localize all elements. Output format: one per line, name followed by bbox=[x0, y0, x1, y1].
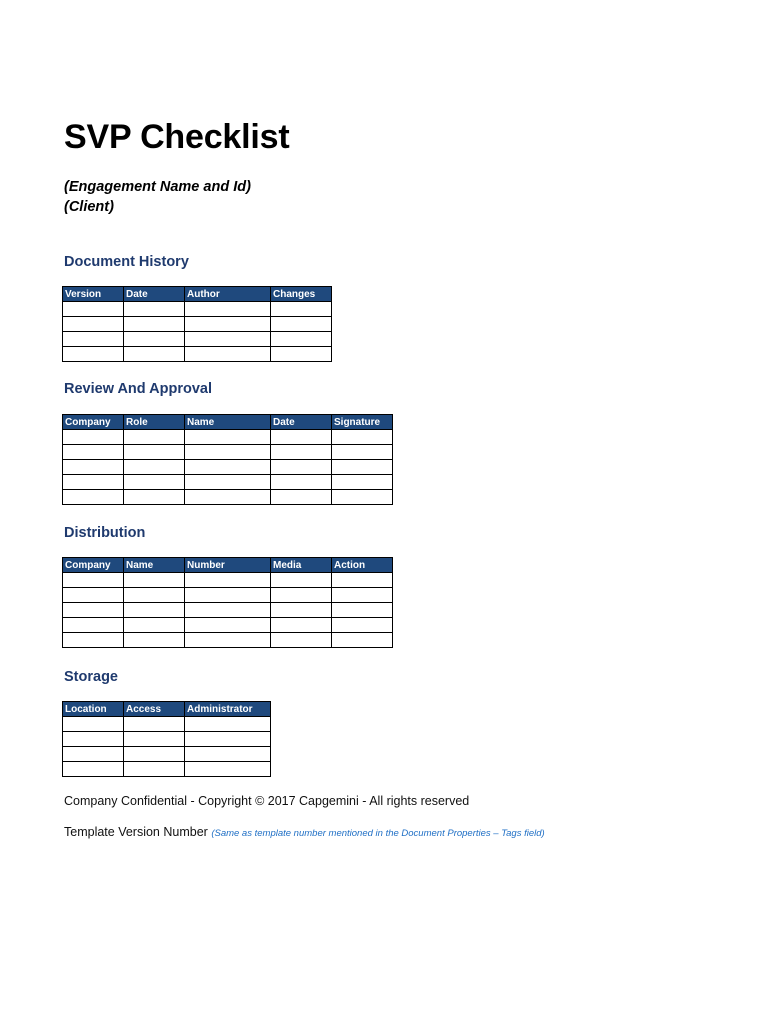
table-row bbox=[63, 732, 271, 747]
table-cell[interactable] bbox=[63, 490, 124, 505]
distribution-table bbox=[62, 557, 393, 648]
column-header-date: Date bbox=[124, 287, 185, 302]
table-cell[interactable] bbox=[63, 603, 124, 618]
table-cell[interactable] bbox=[332, 603, 393, 618]
table-cell[interactable] bbox=[124, 445, 185, 460]
table-cell[interactable] bbox=[63, 633, 124, 648]
client-name: (Client) bbox=[64, 199, 114, 215]
table-cell[interactable] bbox=[332, 618, 393, 633]
column-header-name: Name bbox=[124, 558, 185, 573]
table-cell[interactable] bbox=[185, 347, 271, 362]
table-cell[interactable] bbox=[124, 717, 185, 732]
table-cell[interactable] bbox=[63, 618, 124, 633]
template-version-label: Template Version Number bbox=[64, 825, 208, 839]
table-row bbox=[63, 603, 393, 618]
table-cell[interactable] bbox=[271, 588, 332, 603]
table-cell[interactable] bbox=[185, 332, 271, 347]
table-row bbox=[63, 747, 271, 762]
column-header-administrator: Administrator bbox=[185, 702, 271, 717]
column-header-signature: Signature bbox=[332, 415, 393, 430]
table-cell[interactable] bbox=[185, 302, 271, 317]
table-cell[interactable] bbox=[124, 317, 185, 332]
table-cell[interactable] bbox=[63, 573, 124, 588]
column-header-date: Date bbox=[271, 415, 332, 430]
column-header-access: Access bbox=[124, 702, 185, 717]
column-header-role: Role bbox=[124, 415, 185, 430]
column-header-changes: Changes bbox=[271, 287, 332, 302]
table-cell[interactable] bbox=[271, 490, 332, 505]
table-row bbox=[63, 302, 332, 317]
table-cell[interactable] bbox=[332, 460, 393, 475]
table-cell[interactable] bbox=[332, 430, 393, 445]
table-row bbox=[63, 717, 271, 732]
table-row bbox=[63, 490, 393, 505]
table-cell[interactable] bbox=[63, 460, 124, 475]
table-cell[interactable] bbox=[185, 633, 271, 648]
table-row bbox=[63, 633, 393, 648]
table-cell[interactable] bbox=[185, 588, 271, 603]
table-cell[interactable] bbox=[63, 732, 124, 747]
table-cell[interactable] bbox=[63, 588, 124, 603]
document-history-table bbox=[62, 286, 332, 362]
template-version-line bbox=[64, 825, 545, 839]
table-row bbox=[63, 317, 332, 332]
table-row bbox=[63, 430, 393, 445]
copyright-notice: Company Confidential - Copyright © 2017 Capgemini - All rights reserved bbox=[64, 794, 470, 808]
distribution-heading: Distribution bbox=[64, 525, 146, 541]
table-cell[interactable] bbox=[63, 302, 124, 317]
table-cell[interactable] bbox=[124, 588, 185, 603]
table-cell[interactable] bbox=[63, 717, 124, 732]
document-history-heading: Document History bbox=[64, 254, 189, 270]
table-cell[interactable] bbox=[271, 475, 332, 490]
table-header-row bbox=[63, 415, 393, 430]
table-row bbox=[63, 573, 393, 588]
table-cell[interactable] bbox=[332, 573, 393, 588]
table-cell[interactable] bbox=[124, 332, 185, 347]
table-cell[interactable] bbox=[124, 633, 185, 648]
table-cell[interactable] bbox=[124, 430, 185, 445]
table-cell[interactable] bbox=[124, 573, 185, 588]
storage-heading: Storage bbox=[64, 669, 118, 685]
storage-table bbox=[62, 701, 271, 777]
table-cell[interactable] bbox=[271, 603, 332, 618]
column-header-number: Number bbox=[185, 558, 271, 573]
table-cell[interactable] bbox=[124, 747, 185, 762]
table-cell[interactable] bbox=[124, 762, 185, 777]
table-cell[interactable] bbox=[271, 302, 332, 317]
table-cell[interactable] bbox=[271, 618, 332, 633]
table-cell[interactable] bbox=[185, 573, 271, 588]
table-row bbox=[63, 347, 332, 362]
table-header-row bbox=[63, 287, 332, 302]
table-cell[interactable] bbox=[124, 490, 185, 505]
table-cell[interactable] bbox=[124, 603, 185, 618]
page-title: SVP Checklist bbox=[64, 118, 290, 156]
table-cell[interactable] bbox=[185, 490, 271, 505]
table-cell[interactable] bbox=[63, 445, 124, 460]
engagement-name: (Engagement Name and Id) bbox=[64, 179, 251, 195]
column-header-media: Media bbox=[271, 558, 332, 573]
table-cell[interactable] bbox=[271, 332, 332, 347]
column-header-company: Company bbox=[63, 415, 124, 430]
table-cell[interactable] bbox=[124, 460, 185, 475]
table-row bbox=[63, 588, 393, 603]
table-cell[interactable] bbox=[332, 490, 393, 505]
table-cell[interactable] bbox=[63, 317, 124, 332]
table-cell[interactable] bbox=[271, 430, 332, 445]
table-cell[interactable] bbox=[63, 347, 124, 362]
table-header-row bbox=[63, 558, 393, 573]
table-cell[interactable] bbox=[185, 603, 271, 618]
table-row bbox=[63, 445, 393, 460]
table-cell[interactable] bbox=[124, 475, 185, 490]
table-row bbox=[63, 475, 393, 490]
table-cell[interactable] bbox=[271, 460, 332, 475]
column-header-author: Author bbox=[185, 287, 271, 302]
table-cell[interactable] bbox=[124, 302, 185, 317]
table-cell[interactable] bbox=[332, 445, 393, 460]
column-header-version: Version bbox=[63, 287, 124, 302]
table-cell[interactable] bbox=[271, 573, 332, 588]
table-cell[interactable] bbox=[185, 445, 271, 460]
table-cell[interactable] bbox=[185, 618, 271, 633]
table-row bbox=[63, 460, 393, 475]
table-row bbox=[63, 332, 332, 347]
table-header-row bbox=[63, 702, 271, 717]
table-cell[interactable] bbox=[271, 633, 332, 648]
review-approval-heading: Review And Approval bbox=[64, 381, 212, 397]
table-cell[interactable] bbox=[185, 732, 271, 747]
table-cell[interactable] bbox=[185, 762, 271, 777]
table-cell[interactable] bbox=[63, 747, 124, 762]
table-cell[interactable] bbox=[124, 347, 185, 362]
table-cell[interactable] bbox=[332, 588, 393, 603]
table-cell[interactable] bbox=[63, 475, 124, 490]
table-cell[interactable] bbox=[185, 460, 271, 475]
table-cell[interactable] bbox=[63, 762, 124, 777]
table-cell[interactable] bbox=[271, 445, 332, 460]
table-cell[interactable] bbox=[63, 332, 124, 347]
template-version-note: (Same as template number mentioned in the Document Properties – Tags field) bbox=[211, 828, 545, 839]
table-cell[interactable] bbox=[185, 475, 271, 490]
table-cell[interactable] bbox=[271, 317, 332, 332]
table-row bbox=[63, 762, 271, 777]
table-cell[interactable] bbox=[185, 430, 271, 445]
column-header-name: Name bbox=[185, 415, 271, 430]
table-cell[interactable] bbox=[63, 430, 124, 445]
column-header-company: Company bbox=[63, 558, 124, 573]
table-cell[interactable] bbox=[332, 633, 393, 648]
column-header-action: Action bbox=[332, 558, 393, 573]
table-cell[interactable] bbox=[124, 618, 185, 633]
table-cell[interactable] bbox=[185, 717, 271, 732]
table-cell[interactable] bbox=[332, 475, 393, 490]
table-cell[interactable] bbox=[185, 317, 271, 332]
table-cell[interactable] bbox=[124, 732, 185, 747]
table-cell[interactable] bbox=[271, 347, 332, 362]
review-approval-table bbox=[62, 414, 393, 505]
column-header-location: Location bbox=[63, 702, 124, 717]
table-row bbox=[63, 618, 393, 633]
table-cell[interactable] bbox=[185, 747, 271, 762]
